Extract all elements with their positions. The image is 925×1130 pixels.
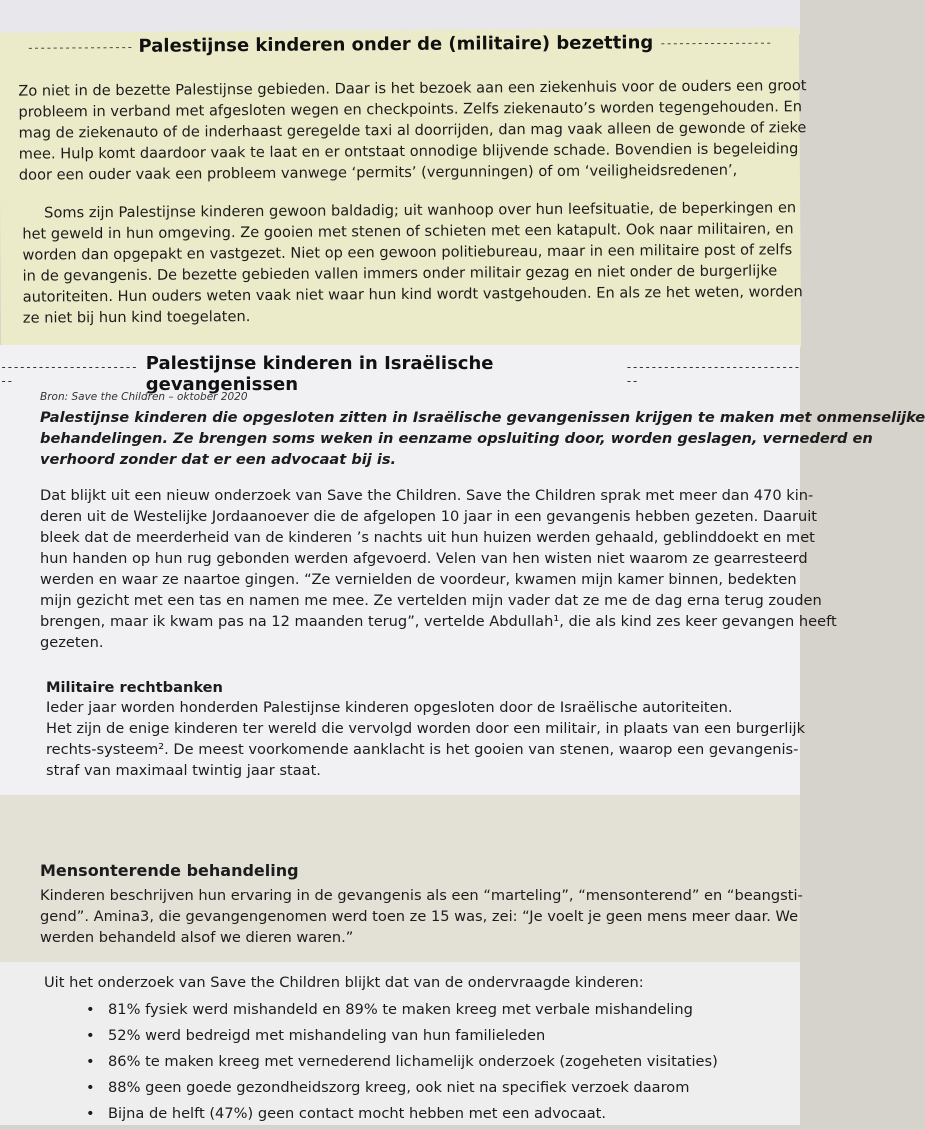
- text-line: Het zijn de enige kinderen ter wereld die vervolgd worden door een militair, in plaats van een burgerlijk: [46, 720, 806, 737]
- list-item: • 88% geen goede gezondheidszorg kreeg, ook niet na specifiek verzoek daarom: [86, 1078, 718, 1104]
- text-line: gend”. Amina3, die gevangengenomen werd toen ze 15 was, zei: “Je voelt je geen mens meer daar. We: [40, 908, 799, 925]
- paragraph: [18, 75, 807, 185]
- intro-line: Uit het onderzoek van Save the Children blijkt dat van de ondervraagde kinderen:: [44, 974, 644, 991]
- text-line: gezeten.: [40, 634, 104, 651]
- text-line: door een ouder vaak een probleem vanwege ‘permits’ (vergunningen) of om ‘veiligheidsredenen’,: [18, 161, 738, 184]
- paragraph: [22, 197, 803, 328]
- text-line: werden behandeld alsof we dieren waren.”: [40, 929, 354, 946]
- list-item: • 81% fysiek werd mishandeld en 89% te maken kreeg met verbale mishandeling: [86, 1000, 718, 1026]
- text-line: Soms zijn Palestijnse kinderen gewoon baldadig; uit wanhoop over hun leefsituatie, de beperkingen en: [44, 199, 797, 222]
- subheading: Militaire rechtbanken: [46, 679, 223, 696]
- section-title: Palestijnse kinderen onder de (militaire) bezetting: [138, 32, 654, 57]
- text-line: brengen, maar ik kwam pas na 12 maanden terug”, vertelde Abdullah¹, die als kind zes keer gevangen heeft: [40, 613, 837, 630]
- title-divider-left: ------------------------: [0, 360, 137, 388]
- text-line: het geweld in hun omgeving. Ze gooien met stenen of schieten met een katapult. Ook naar militairen, en: [22, 220, 794, 243]
- article-clipping-treatment: [0, 795, 803, 965]
- text-line: in de gevangenis. De bezette gebieden vallen immers onder militair gezag en niet onder de burgerlijke: [22, 262, 778, 285]
- paragraph: [46, 697, 805, 781]
- title-divider-right: ------------------------------: [625, 360, 800, 388]
- title-divider-right: ------------------: [659, 34, 772, 50]
- section-title-row: [0, 353, 800, 395]
- text-line: probleem in verband met afgesloten wegen en checkpoints. Zelfs ziekenauto’s worden tegengehouden. En: [18, 98, 803, 121]
- text-line: behandelingen. Ze brengen soms weken in eenzame opsluiting door, worden geslagen, vernederd en: [40, 430, 873, 447]
- text-line: mag de ziekenauto of de inderhaast geregelde taxi al doorrijden, dan mag vaak alleen de gewonde of zieke: [18, 119, 807, 142]
- text-line: autoriteiten. Hun ouders weten vaak niet waar hun kind wordt vastgehouden. En als ze het weten, worden: [22, 283, 803, 306]
- text-line: deren uit de Westelijke Jordaanoever die de afgelopen 10 jaar in een gevangenis hebben gezeten. Daaruit: [40, 508, 818, 525]
- section-title-row: [0, 31, 799, 58]
- text-line: mee. Hulp komt daardoor vaak te laat en er ontstaat onnodige blijvende schade. Bovendien is begeleiding: [18, 140, 799, 163]
- text-line: Palestijnse kinderen die opgesloten zitten in Israëlische gevangenissen krijgen te maken met onmenselijke: [40, 409, 925, 426]
- text-line: mijn gezicht met een tas en namen me mee. Ze vertelden mijn vader dat ze me de dag erna terug zouden: [40, 592, 822, 609]
- list-item: • Bijna de helft (47%) geen contact mocht hebben met een advocaat.: [86, 1104, 718, 1130]
- text-line: ze niet bij hun kind toegelaten.: [22, 308, 251, 327]
- statistics-list: [86, 1000, 718, 1130]
- text-line: bleek dat de meerderheid van de kinderen ’s nachts uit hun huizen werden gehaald, geblinddoekt en met: [40, 529, 815, 546]
- article-clipping-occupation: [0, 27, 807, 353]
- text-line: Zo niet in de bezette Palestijnse gebieden. Daar is het bezoek aan een ziekenhuis voor de ouders een groot: [18, 77, 807, 100]
- paragraph: [40, 885, 803, 948]
- section-title: Palestijnse kinderen in Israëlische gevangenissen: [145, 353, 494, 395]
- text-line: Ieder jaar worden honderden Palestijnse kinderen opgesloten door de Israëlische autoriteiten.: [46, 699, 733, 716]
- text-line: worden dan opgepakt en vastgezet. Niet op een gewoon politiebureau, maar in een militaire post of zelfs: [22, 241, 793, 264]
- text-line: werden en waar ze naartoe gingen. “Ze vernielden de voordeur, kwamen mijn kamer binnen, bedekten: [40, 571, 797, 588]
- article-clipping-statistics: [0, 962, 800, 1125]
- text-line: hun handen op hun rug gebonden werden afgevoerd. Velen van hen wisten niet waarom ze gearresteerd: [40, 550, 808, 567]
- text-line: Dat blijkt uit een nieuw onderzoek van Save the Children. Save the Children sprak met meer dan 470 kin-: [40, 487, 814, 504]
- lead-paragraph: [40, 407, 925, 470]
- article-clipping-prisons: [0, 345, 925, 800]
- text-line: straf van maximaal twintig jaar staat.: [46, 762, 321, 779]
- text-line: rechts-systeem². De meest voorkomende aanklacht is het gooien van stenen, waarop een gevangenis-: [46, 741, 799, 758]
- text-line: Kinderen beschrijven hun ervaring in de gevangenis als een “marteling”, “mensonterend” en “beangsti-: [40, 887, 803, 904]
- paragraph: [40, 485, 837, 653]
- source-line: Bron: Save the Children – oktober 2020: [40, 391, 248, 403]
- list-item: • 52% werd bedreigd met mishandeling van hun familieleden: [86, 1026, 718, 1052]
- title-divider-left: -----------------: [26, 39, 133, 55]
- text-line: verhoord zonder dat er een advocaat bij is.: [40, 451, 397, 468]
- list-item: • 86% te maken kreeg met vernederend lichamelijk onderzoek (zogeheten visitaties): [86, 1052, 718, 1078]
- section-heading: Mensonterende behandeling: [40, 861, 299, 880]
